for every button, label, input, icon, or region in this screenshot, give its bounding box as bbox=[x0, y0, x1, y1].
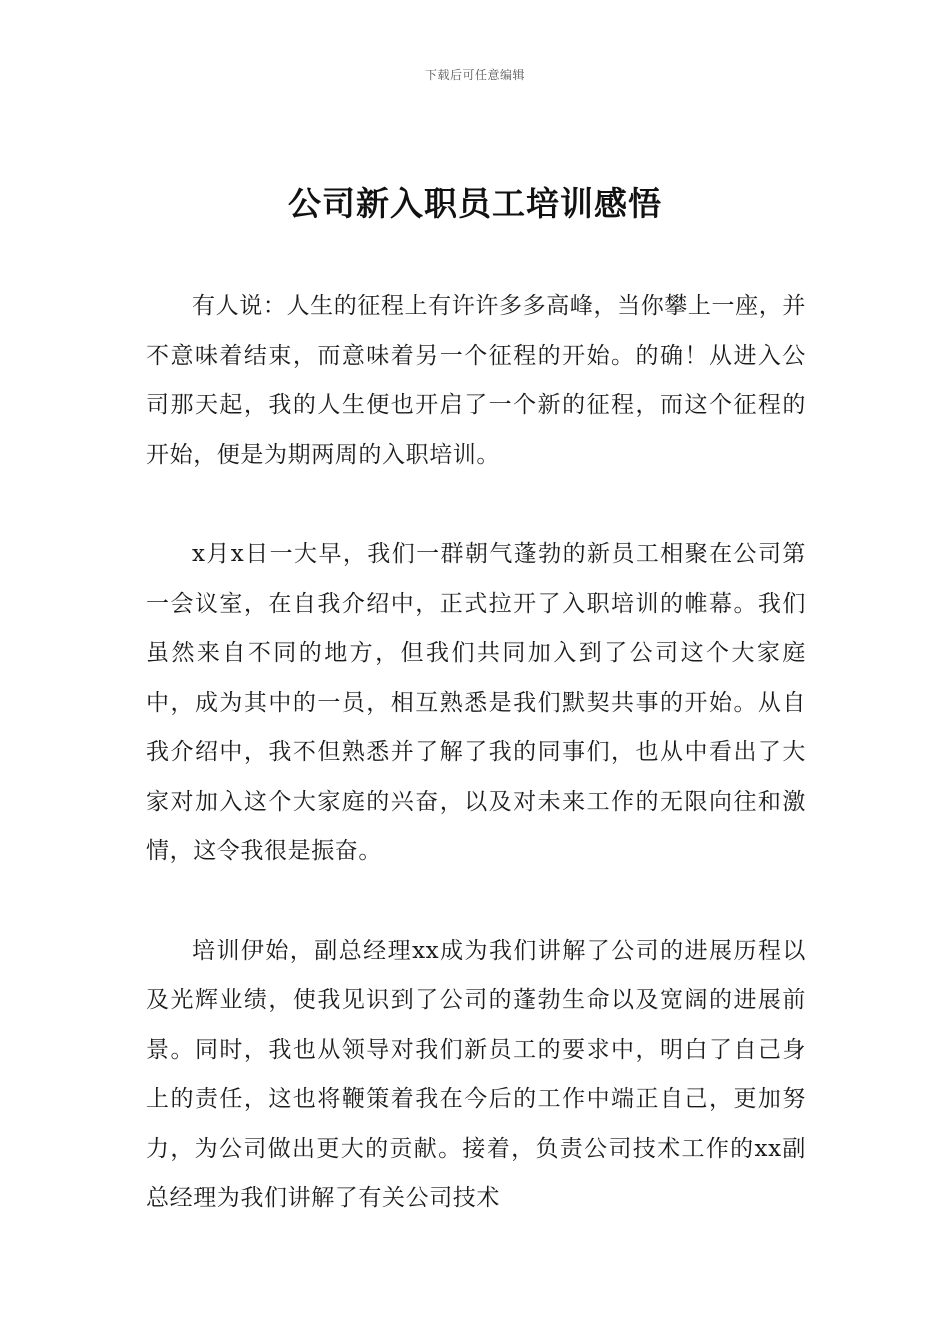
document-title: 公司新入职员工培训感悟 bbox=[288, 184, 662, 223]
paragraph-3: 培训伊始，副总经理xx成为我们讲解了公司的进展历程以及光辉业绩，使我见识到了公司的蓬勃生命以及宽阔的进展前景。同时，我也从领导对我们新员工的要求中，明白了自己身上的责任，这也将鞭策着我在今后的工作中端正自己，更加努力，为公司做出更大的贡献。接着，负责公司技术工作的xx副总经理为我们讲解了有关公司技术 bbox=[146, 937, 806, 1211]
header-note: 下载后可任意编辑 bbox=[424, 68, 525, 82]
document-body bbox=[146, 282, 806, 1224]
paragraph-2: x月x日一大早，我们一群朝气蓬勃的新员工相聚在公司第一会议室，在自我介绍中，正式拉开了入职培训的帷幕。我们虽然来自不同的地方，但我们共同加入到了公司这个大家庭中，成为其中的一员，相互熟悉是我们默契共事的开始。从自我介绍中，我不但熟悉并了解了我的同事们，也从中看出了大家对加入这个大家庭的兴奋，以及对未来工作的无限向往和激情，这令我很是振奋。 bbox=[146, 541, 806, 864]
paragraph-1: 有人说：人生的征程上有许许多多高峰，当你攀上一座，并不意味着结束，而意味着另一个征程的开始。的确！从进入公司那天起，我的人生便也开启了一个新的征程，而这个征程的开始，便是为期两周的入职培训。 bbox=[146, 293, 806, 468]
